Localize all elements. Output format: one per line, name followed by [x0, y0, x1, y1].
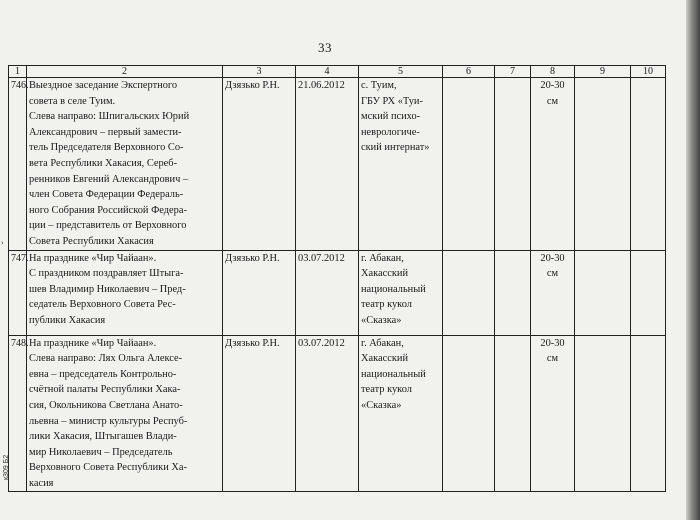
record-author: Дзязько Р.Н.: [223, 250, 296, 335]
place-line: неврологиче-: [361, 126, 420, 138]
place-line: «Сказка»: [361, 314, 402, 326]
size-value: 20-30: [540, 337, 565, 349]
col-header: 4: [296, 66, 359, 78]
record-size: [531, 250, 575, 335]
col-header: 10: [631, 66, 666, 78]
record-description: [27, 250, 223, 335]
place-line: «Сказка»: [361, 399, 402, 411]
record-place: [359, 335, 443, 492]
size-unit: см: [546, 268, 559, 280]
record-place: [359, 250, 443, 335]
empty-cell: [443, 335, 495, 492]
table-row: [9, 250, 666, 335]
place-line: национальный: [361, 368, 426, 380]
description-line: Слева направо: Лях Ольга Алексе-: [29, 353, 183, 365]
archive-stamp: к309 Б2: [3, 454, 10, 480]
description-line: мир Николаевич – Председатель: [29, 446, 173, 458]
record-date: 03.07.2012: [296, 335, 359, 492]
table-row: [9, 78, 666, 251]
description-line: ного Собрания Российской Федера-: [29, 204, 187, 216]
empty-cell: [443, 78, 495, 251]
place-line: Хакасский: [361, 353, 409, 365]
description-line: сия, Окольникова Светлана Анато-: [29, 399, 183, 411]
col-header: 5: [359, 66, 443, 78]
description-line: шев Владимир Николаевич – Пред-: [29, 283, 186, 295]
description-line: счётной палаты Республики Хака-: [29, 384, 181, 396]
register-table: [8, 65, 666, 492]
description-line: льевна – министр культуры Респуб-: [29, 415, 188, 427]
empty-cell: [575, 250, 631, 335]
description-line: совета в селе Туим.: [29, 95, 116, 107]
description-line: тель Председателя Верховного Со-: [29, 142, 184, 154]
empty-cell: [575, 78, 631, 251]
col-header: 2: [27, 66, 223, 78]
description-line: Александрович – первый замести-: [29, 126, 182, 138]
col-header: 8: [531, 66, 575, 78]
col-header: 3: [223, 66, 296, 78]
place-line: национальный: [361, 283, 426, 295]
col-header: 7: [495, 66, 531, 78]
record-author: Дзязько Р.Н.: [223, 78, 296, 251]
description-line: На празднике «Чир Чайаан».: [29, 337, 157, 349]
empty-cell: [495, 78, 531, 251]
description-line: лики Хакасия, Штыгашев Влади-: [29, 431, 177, 443]
record-place: [359, 78, 443, 251]
place-line: театр кукол: [361, 384, 412, 396]
description-line: На празднике «Чир Чайаан».: [29, 252, 157, 264]
empty-cell: [575, 335, 631, 492]
size-unit: см: [546, 353, 559, 365]
description-line: ренников Евгений Александрович –: [29, 173, 189, 185]
col-header: 1: [9, 66, 27, 78]
description-line: Совета Республики Хакасия: [29, 235, 154, 247]
description-line: касия: [29, 477, 54, 489]
record-date: 03.07.2012: [296, 250, 359, 335]
col-header: 6: [443, 66, 495, 78]
size-value: 20-30: [540, 252, 565, 264]
record-size: [531, 335, 575, 492]
empty-cell: [631, 250, 666, 335]
description-line: Слева направо: Шпигальских Юрий: [29, 111, 190, 123]
record-description: [27, 78, 223, 251]
record-size: [531, 78, 575, 251]
description-line: член Совета Федерации Федераль-: [29, 189, 184, 201]
description-line: евна – председатель Контрольно-: [29, 368, 177, 380]
place-line: ский интернат»: [361, 142, 430, 154]
record-date: 21.06.2012: [296, 78, 359, 251]
record-number: 747.: [9, 250, 27, 335]
description-line: ции – представитель от Верховного: [29, 220, 187, 232]
place-line: г. Абакан,: [361, 252, 404, 264]
place-line: Хакасский: [361, 268, 409, 280]
description-line: седатель Верховного Совета Рес-: [29, 299, 176, 311]
record-description: [27, 335, 223, 492]
table-header-row: [9, 66, 666, 78]
place-line: ГБУ РХ «Туи-: [361, 95, 423, 107]
page-edge: [686, 0, 700, 520]
description-line: публики Хакасия: [29, 314, 106, 326]
place-line: г. Абакан,: [361, 337, 404, 349]
margin-mark: ›: [1, 238, 4, 247]
record-author: Дзязько Р.Н.: [223, 335, 296, 492]
empty-cell: [495, 250, 531, 335]
description-line: С праздником поздравляет Штыга-: [29, 268, 184, 280]
description-line: Верховного Совета Республики Ха-: [29, 462, 187, 474]
empty-cell: [631, 335, 666, 492]
place-line: мский психо-: [361, 111, 421, 123]
table-row: [9, 335, 666, 492]
description-line: вета Республики Хакасия, Сереб-: [29, 157, 178, 169]
empty-cell: [443, 250, 495, 335]
record-number: 746.: [9, 78, 27, 251]
size-value: 20-30: [540, 80, 565, 91]
col-header: 9: [575, 66, 631, 78]
page-number: 33: [318, 40, 332, 55]
size-unit: см: [546, 95, 559, 107]
empty-cell: [495, 335, 531, 492]
empty-cell: [631, 78, 666, 251]
place-line: с. Туим,: [361, 80, 397, 91]
description-line: Выездное заседание Экспертного: [29, 80, 178, 91]
record-number: 748.: [9, 335, 27, 492]
place-line: театр кукол: [361, 299, 412, 311]
